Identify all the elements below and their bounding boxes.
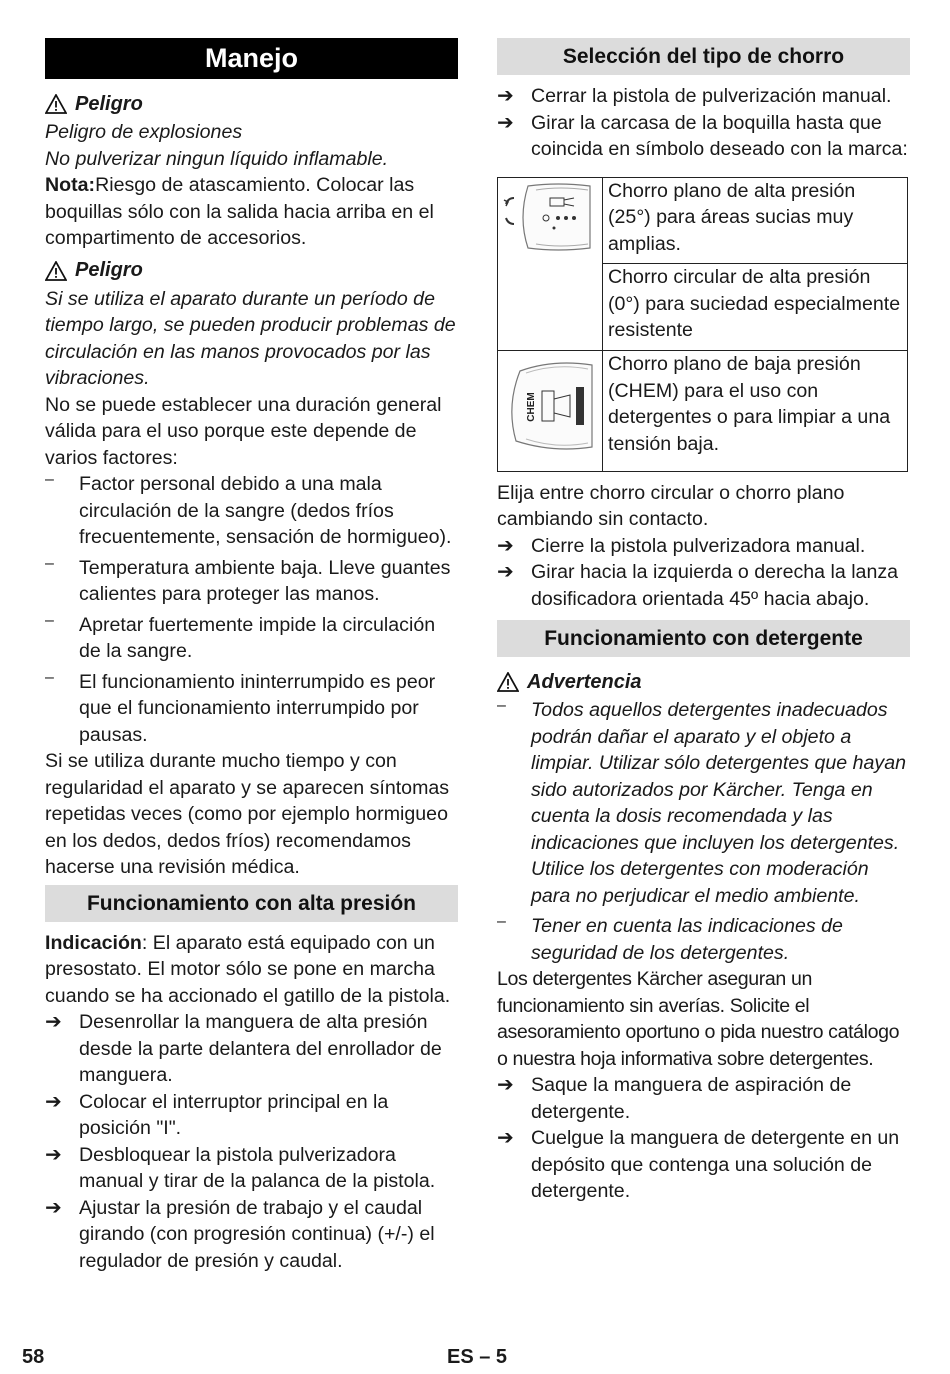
- left-column: [45, 38, 458, 1274]
- section-title-high-pressure: Funcionamiento con alta presión: [45, 885, 458, 922]
- arrow-icon: ➔: [497, 534, 514, 557]
- list-item: – El funcionamiento ininterrumpido es peor que el funcionamiento interrumpido por pausas.: [45, 668, 436, 746]
- danger-line: No pulverizar ningun líquido inflamable.: [45, 147, 389, 170]
- table-row: [498, 177, 908, 264]
- arrow-icon: ➔: [497, 1074, 514, 1096]
- danger-warning-1: [45, 89, 458, 119]
- nozzle-chem-image: [498, 351, 603, 472]
- jet-choice-paragraph: Elija entre chorro circular o chorro plano cambiando sin contacto.: [497, 481, 845, 530]
- nozzle-chem-icon: [498, 351, 602, 463]
- footer-section: [447, 1346, 507, 1369]
- nozzle-desc-2: Chorro circular de alta presión (0°) para suciedad especialmente resistente: [603, 264, 908, 351]
- arrow-icon: ➔: [45, 1011, 62, 1033]
- caution-warning: [497, 667, 910, 697]
- nozzle-chem-label: CHEM: [526, 392, 537, 422]
- indication-paragraph: [45, 930, 458, 1010]
- medical-advice-paragraph: Si se utiliza durante mucho tiempo y con regularidad el aparato y se aparecen síntomas repetidas veces (como por ejemplo hormigueo en los dedos, dedos fríos) recomendamos hacerse una revisión médica.: [45, 750, 450, 878]
- arrow-icon: ➔: [45, 1196, 62, 1219]
- list-item: – Apretar fuertemente impide la circulación de la sangre.: [45, 611, 436, 662]
- warning-triangle-icon: [45, 261, 67, 281]
- warning-triangle-icon: [45, 94, 67, 114]
- step-item: ➔ Saque la manguera de aspiración de detergente.: [497, 1072, 910, 1125]
- right-column: [497, 38, 910, 1205]
- arrow-icon: ➔: [497, 561, 514, 583]
- section-page: – 5: [479, 1346, 508, 1368]
- step-item: ➔ Desenrollar la manguera de alta presión desde la parte delantera del enrollador de manguera.: [45, 1009, 458, 1089]
- nozzle-table: [497, 177, 908, 472]
- list-item: – Temperatura ambiente baja. Lleve guantes calientes para proteger las manos.: [45, 554, 451, 605]
- danger-warning-2: [45, 256, 458, 286]
- note-label: Nota:: [45, 174, 96, 196]
- danger-line: Peligro de explosiones: [45, 121, 243, 143]
- list-item: – Factor personal debido a una mala circulación de la sangre (dedos fríos frecuentemente, sensación de hormigueo).: [45, 471, 452, 548]
- page-number: 58: [22, 1346, 45, 1368]
- language-code: ES: [447, 1346, 474, 1368]
- caution-label: Advertencia: [527, 670, 642, 693]
- arrow-icon: ➔: [45, 1090, 62, 1113]
- step-item: ➔ Girar hacia la izquierda o derecha la lanza dosificadora orientada 45º hacia abajo.: [497, 559, 910, 612]
- danger-label: Peligro: [75, 259, 143, 281]
- detergent-info-paragraph: Los detergentes Kärcher aseguran un funcionamiento sin averías. Solicite el asesoramiento oportuno o pida nuestro catálogo o nuestra hoja informativa sobre detergentes.: [497, 968, 900, 1070]
- step-item: ➔ Girar la carcasa de la boquilla hasta que coincida en símbolo deseado con la marca:: [497, 110, 910, 163]
- section-title-manejo: Manejo: [45, 38, 458, 79]
- arrow-icon: ➔: [497, 1127, 514, 1149]
- nozzle-desc-1: Chorro plano de alta presión (25°) para áreas sucias muy amplias.: [603, 177, 908, 264]
- vibration-warning-text: Si se utiliza el aparato durante un período de tiempo largo, se pueden producir problemas de circulación en las manos provocados por las vibraciones.: [45, 287, 456, 389]
- nozzle-high-pressure-image: [498, 177, 603, 351]
- step-item: ➔ Cuelgue la manguera de detergente en un depósito que contenga una solución de detergente.: [497, 1125, 910, 1205]
- arrow-icon: ➔: [45, 1143, 62, 1166]
- note-paragraph: [45, 172, 458, 252]
- table-row: [498, 351, 908, 472]
- indication-label: Indicación: [45, 931, 142, 954]
- arrow-icon: ➔: [497, 85, 514, 107]
- nozzle-desc-3: Chorro plano de baja presión (CHEM) para el uso con detergentes o para limpiar a una tensión baja.: [603, 351, 908, 472]
- nozzle-high-pressure-icon: [498, 178, 602, 343]
- section-title-jet-selection: Selección del tipo de chorro: [497, 38, 910, 75]
- section-title-detergent: Funcionamiento con detergente: [497, 620, 910, 657]
- list-item: – Tener en cuenta las indicaciones de seguridad de los detergentes.: [497, 913, 843, 964]
- step-item: ➔ Cerrar la pistola de pulverización manual.: [497, 83, 910, 110]
- indication-text: : El aparato está equipado con un presostato. El motor sólo se pone en marcha cuando se ha accionado el gatillo de la pistola.: [45, 931, 451, 1007]
- warning-triangle-icon: [497, 672, 519, 692]
- arrow-icon: ➔: [497, 111, 514, 134]
- duration-paragraph: No se puede establecer una duración general válida para el uso porque este depende de varios factores:: [45, 393, 442, 469]
- step-item: ➔ Ajustar la presión de trabajo y el caudal girando (con progresión continua) (+/-) el regulador de presión y caudal.: [45, 1195, 458, 1275]
- step-item: ➔ Cierre la pistola pulverizadora manual.: [497, 533, 910, 560]
- step-item: ➔ Desbloquear la pistola pulverizadora manual y tirar de la palanca de la pistola.: [45, 1142, 458, 1195]
- step-item: ➔ Colocar el interruptor principal en la posición "I".: [45, 1089, 458, 1142]
- danger-label: Peligro: [75, 92, 143, 115]
- list-item: – Todos aquellos detergentes inadecuados podrán dañar el aparato y el objeto a limpiar. Utilizar sólo detergentes que hayan sido autorizados por Kärcher. Tenga en cuenta la dosis recomendada y las indicaciones que incluyen los detergentes. Utilice los detergentes con moderación para no perjudicar el medio ambiente.: [497, 697, 907, 907]
- note-text: Riesgo de atascamiento. Colocar las boquillas sólo con la salida hacia arriba en el compartimento de accesorios.: [45, 174, 434, 249]
